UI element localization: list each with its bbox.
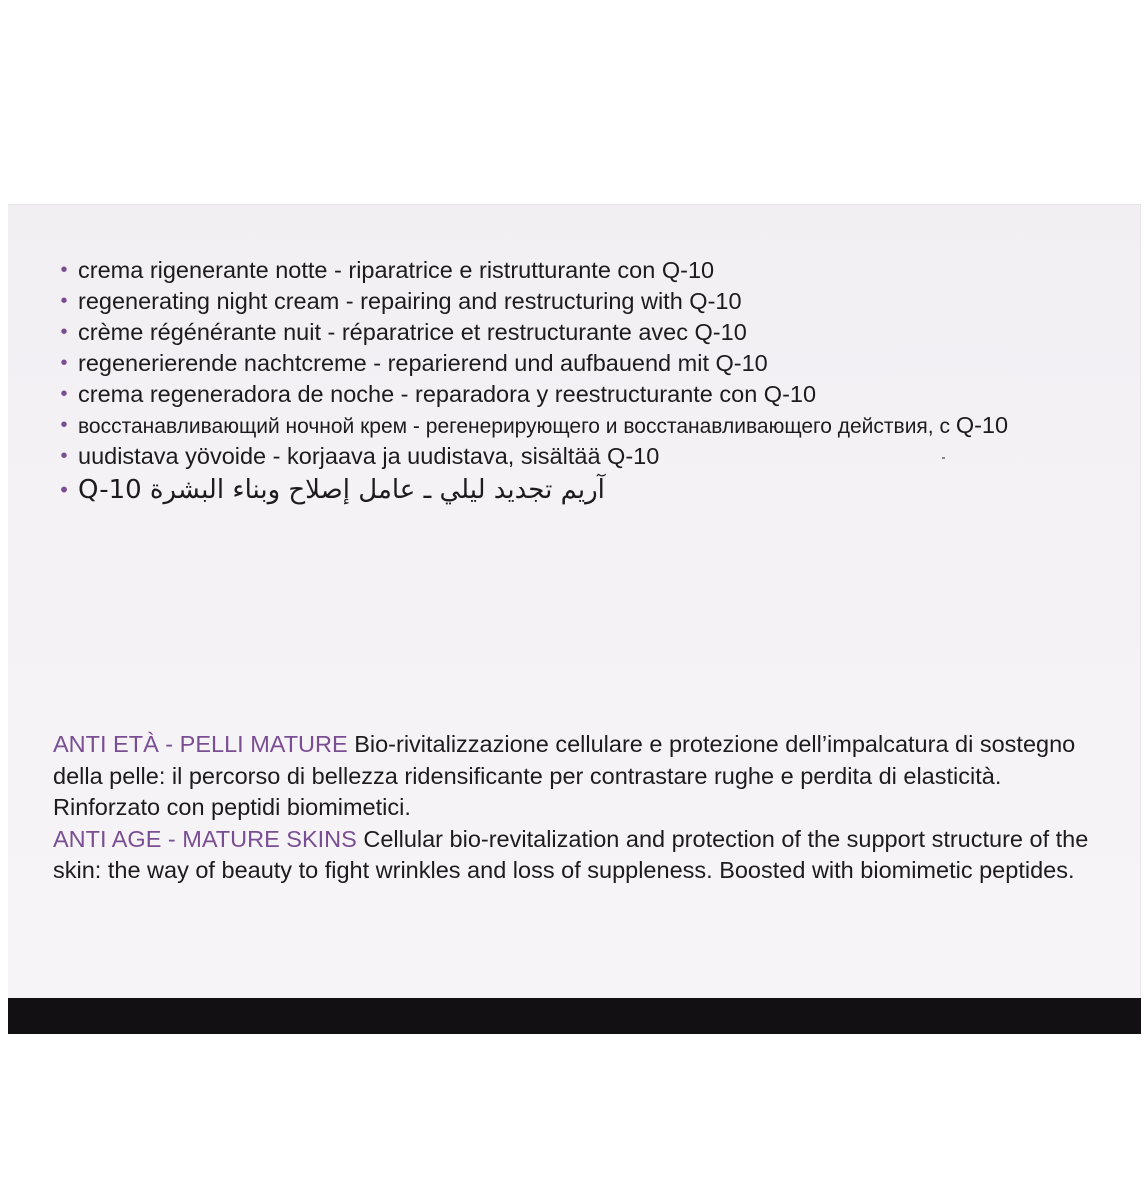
description-heading-english: ANTI AGE - MATURE SKINS bbox=[53, 825, 357, 852]
product-name-finnish bbox=[56, 441, 1008, 472]
description-body-italian: Bio-rivitalizzazione cellulare e protezione dell’impalcatura di sostegno della pelle: il percorso di bellezza ridensificante per contrastare rughe e perdita di elasticità. Rinforzato con peptidi biomimetici. bbox=[53, 731, 1076, 820]
product-name-italian bbox=[56, 255, 1008, 286]
bullet-icon: • bbox=[60, 445, 68, 467]
product-name-text: uudistava yövoide - korjaava ja uudistava, sisältää Q-10 bbox=[78, 443, 660, 469]
product-name-english bbox=[56, 286, 1008, 317]
product-name-text: regenerierende nachtcreme - reparierend und aufbauend mit Q-10 bbox=[78, 350, 768, 376]
bullet-icon: • bbox=[58, 478, 70, 502]
description-english bbox=[53, 824, 1113, 887]
bullet-icon: • bbox=[60, 321, 68, 343]
description-italian bbox=[53, 729, 1113, 824]
product-name-text: regenerating night cream - repairing and restructuring with Q-10 bbox=[78, 288, 742, 314]
bullet-icon: • bbox=[60, 414, 68, 436]
product-name-tail: Q-10 bbox=[955, 412, 1009, 438]
bullet-icon: • bbox=[60, 352, 68, 374]
bullet-icon: • bbox=[60, 290, 68, 312]
product-name-text: восстанавливающий ночной крем - регенерирующего и восстанавливающего действия, с bbox=[78, 415, 950, 438]
product-name-list bbox=[56, 255, 1008, 510]
bullet-icon: • bbox=[60, 259, 68, 281]
bullet-icon: • bbox=[60, 383, 68, 405]
product-name-text: crème régénérante nuit - réparatrice et restructurante avec Q-10 bbox=[78, 319, 747, 345]
product-name-text: crema rigenerante notte - riparatrice e ristrutturante con Q-10 bbox=[78, 257, 715, 283]
package-bottom-band bbox=[8, 998, 1141, 1034]
product-name-french bbox=[56, 317, 1008, 348]
product-name-russian bbox=[56, 410, 1008, 441]
product-name-arabic bbox=[56, 472, 1008, 510]
product-name-text: آريم تجديد ليلي ـ عامل إصلاح وبناء البشرة Q-10 bbox=[78, 475, 605, 505]
product-name-text: crema regeneradora de noche - reparadora y reestructurante con Q-10 bbox=[78, 381, 817, 407]
product-name-spanish bbox=[56, 379, 1008, 410]
description-heading-italian: ANTI ETÀ - PELLI MATURE bbox=[53, 731, 348, 757]
description-body-english: Cellular bio-revitalization and protection of the support structure of the skin: the way of beauty to fight wrinkles and loss of suppleness. Boosted with biomimetic peptides. bbox=[53, 825, 1089, 883]
product-name-german bbox=[56, 348, 1008, 379]
product-description bbox=[53, 729, 1113, 887]
